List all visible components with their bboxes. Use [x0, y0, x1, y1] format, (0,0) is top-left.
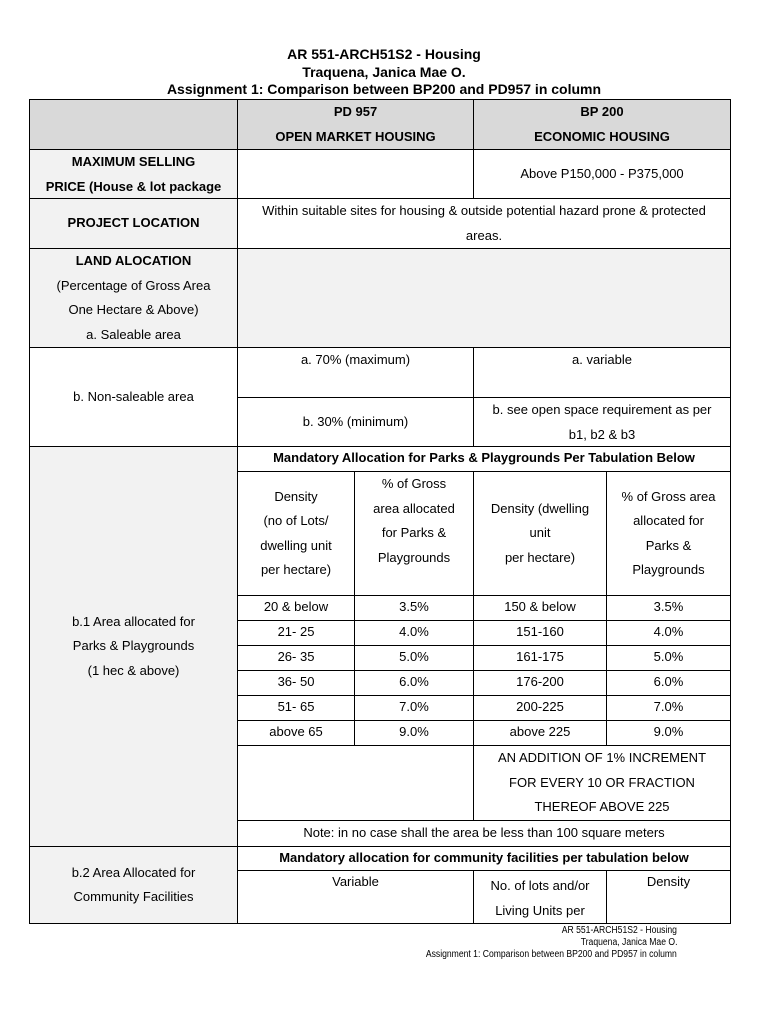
project-location-label-text: PROJECT LOCATION — [67, 215, 200, 231]
increment-line3: THEREOF ABOVE 225 — [534, 799, 670, 814]
pd-gross-header-line: Playgrounds — [377, 549, 451, 565]
community-pd-value-text: Variable — [332, 874, 379, 889]
max-price-pd957 — [237, 149, 474, 199]
increment-pd-blank — [237, 745, 474, 821]
pd-density-header-line: per hectare) — [260, 562, 332, 577]
bp200-code: BP 200 — [580, 104, 624, 119]
header-bp200 — [473, 99, 731, 150]
community-banner — [237, 846, 731, 871]
project-location-line1: Within suitable sites for housing & outside potential hazard prone & protected — [262, 203, 706, 218]
nonsaleable-bp-b-line1: b. see open space requirement as per — [492, 402, 712, 417]
pd-gross-cell: 7.0% — [354, 695, 474, 721]
bp-density-cell: 200-225 — [473, 695, 607, 721]
doc-assignment: Assignment 1: Comparison between BP200 and PD957 in column — [166, 81, 602, 97]
bp-gross-header-line: Playgrounds — [632, 562, 705, 577]
pd-density-cell: 51- 65 — [237, 695, 355, 721]
pd957-title: OPEN MARKET HOUSING — [275, 128, 436, 144]
community-label — [29, 846, 238, 924]
nonsaleable-bp-a — [473, 347, 731, 398]
pd957-code: PD 957 — [333, 104, 378, 119]
bp-density-cell: above 225 — [473, 720, 607, 746]
bp-density-cell: 176-200 — [473, 670, 607, 696]
bp-density-header-line: per hectare) — [504, 549, 576, 565]
bp-gross-cell: 5.0% — [606, 645, 731, 671]
community-banner-text: Mandatory allocation for community facilities per tabulation below — [279, 850, 689, 865]
nonsaleable-pd-a — [237, 347, 474, 398]
project-location-line2: areas. — [465, 227, 503, 243]
footer-student: Traquena, Janica Mae O. — [580, 937, 677, 948]
community-bp-density-text: Density — [646, 874, 691, 889]
increment-line2: FOR EVERY 10 OR FRACTION — [509, 774, 695, 790]
pd-density-cell: 21- 25 — [237, 620, 355, 646]
bp-gross-cell: 9.0% — [606, 720, 731, 746]
footer-assignment: Assignment 1: Comparison between BP200 and PD957 in column — [426, 949, 677, 960]
pd-density-header-line: (no of Lots/ — [263, 513, 329, 528]
land-allocation-value — [237, 248, 731, 348]
nonsaleable-pd-b-text: b. 30% (minimum) — [302, 413, 409, 429]
parks-label-line3: (1 hec & above) — [87, 662, 180, 678]
pd-density-header — [237, 471, 355, 596]
doc-course: AR 551-ARCH51S2 - Housing — [287, 46, 481, 62]
pd-density-cell: above 65 — [237, 720, 355, 746]
nonsaleable-bp-b — [473, 397, 731, 447]
land-allocation-title: LAND ALOCATION — [75, 253, 192, 268]
pd-gross-cell: 9.0% — [354, 720, 474, 746]
bp-density-cell: 151-160 — [473, 620, 607, 646]
increment-line1: AN ADDITION OF 1% INCREMENT — [497, 750, 707, 765]
pd-gross-header-line: for Parks & — [381, 525, 447, 540]
parks-note — [237, 820, 731, 847]
land-allocation-line3: One Hectare & Above) — [68, 302, 199, 317]
bp-gross-cell: 6.0% — [606, 670, 731, 696]
pd-gross-cell: 3.5% — [354, 595, 474, 621]
max-price-label — [29, 149, 238, 199]
doc-student: Traquena, Janica Mae O. — [302, 64, 466, 80]
pd-density-header-line: Density — [274, 488, 318, 504]
max-price-label-line1: MAXIMUM SELLING — [71, 154, 196, 169]
land-allocation-line2: (Percentage of Gross Area — [56, 277, 211, 293]
community-bp-density — [606, 870, 731, 924]
bp-gross-cell: 3.5% — [606, 595, 731, 621]
nonsaleable-bp-a-text: a. variable — [572, 352, 632, 367]
community-bp-lots-line2: Living Units per — [495, 903, 585, 918]
bp-gross-cell: 7.0% — [606, 695, 731, 721]
bp-density-header-line: Density (dwelling — [490, 500, 590, 516]
bp-density-cell: 161-175 — [473, 645, 607, 671]
header-pd957 — [237, 99, 474, 150]
pd-density-cell: 36- 50 — [237, 670, 355, 696]
project-location-label — [29, 198, 238, 249]
pd-gross-cell: 4.0% — [354, 620, 474, 646]
pd-gross-cell: 5.0% — [354, 645, 474, 671]
land-allocation-label — [29, 248, 238, 348]
parks-label — [29, 446, 238, 847]
bp-gross-header — [606, 471, 731, 596]
nonsaleable-bp-b-line2: b1, b2 & b3 — [568, 426, 636, 442]
parks-banner — [237, 446, 731, 472]
nonsaleable-label-text: b. Non-saleable area — [73, 388, 194, 404]
pd-gross-header-line: % of Gross — [381, 476, 447, 491]
nonsaleable-pd-a-text: a. 70% (maximum) — [300, 352, 411, 367]
project-location-value — [237, 198, 731, 249]
parks-label-line1: b.1 Area allocated for — [72, 613, 195, 629]
pd-density-cell: 20 & below — [237, 595, 355, 621]
bp-gross-header-line: allocated for — [633, 513, 704, 528]
pd-gross-header — [354, 471, 474, 596]
bp-density-cell: 150 & below — [473, 595, 607, 621]
pd-gross-cell: 6.0% — [354, 670, 474, 696]
community-label-line2: Community Facilities — [73, 889, 194, 904]
community-pd-value — [237, 870, 474, 924]
saleable-area-label: a. Saleable area — [86, 326, 181, 342]
max-price-label-line2: PRICE (House & lot package — [45, 178, 222, 194]
max-price-bp200 — [473, 149, 731, 199]
nonsaleable-pd-b — [237, 397, 474, 447]
bp-density-header — [473, 471, 607, 596]
community-bp-lots — [473, 870, 607, 924]
parks-banner-text: Mandatory Allocation for Parks & Playgrounds Per Tabulation Below — [273, 450, 695, 465]
pd-density-cell: 26- 35 — [237, 645, 355, 671]
bp-gross-header-line: % of Gross area — [621, 488, 716, 504]
bp-density-header-line: unit — [529, 525, 551, 541]
nonsaleable-label — [29, 347, 238, 447]
parks-note-text: Note: in no case shall the area be less than 100 square meters — [303, 825, 665, 840]
footer-course: AR 551-ARCH51S2 - Housing — [561, 925, 677, 936]
pd-density-header-line: dwelling unit — [260, 537, 332, 553]
max-price-bp200-value: Above P150,000 - P375,000 — [520, 165, 684, 181]
bp200-title: ECONOMIC HOUSING — [534, 128, 670, 144]
pd-gross-header-line: area allocated — [373, 500, 455, 516]
bp-gross-header-line: Parks & — [645, 537, 692, 553]
header-blank-cell — [29, 99, 238, 150]
community-bp-lots-line1: No. of lots and/or — [490, 878, 590, 893]
parks-label-line2: Parks & Playgrounds — [72, 638, 195, 654]
bp-gross-cell: 4.0% — [606, 620, 731, 646]
community-label-line1: b.2 Area Allocated for — [71, 864, 196, 880]
increment-bp — [473, 745, 731, 821]
